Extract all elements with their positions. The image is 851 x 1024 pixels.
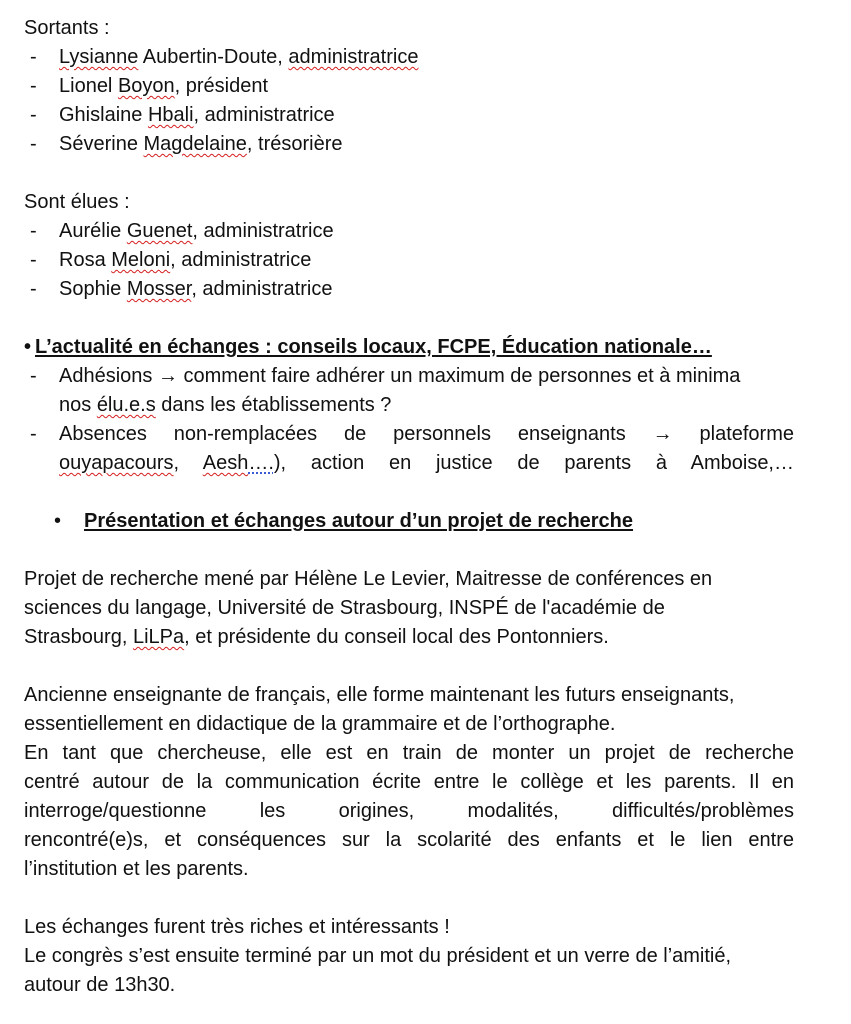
list-item-text: Absences non-remplacées de personnels enseignants → plateforme [59,423,794,445]
section-heading-actualite [24,333,794,362]
paragraph-line: centré autour de la communication écrite entre le collège et les parents. Il en [24,771,794,793]
spacer [24,478,794,507]
misspelled-word: Aesh [202,452,249,474]
list-item [24,420,794,478]
paragraph-line [24,623,794,652]
list-item [24,217,794,246]
section-heading-presentation [24,507,794,536]
list-item-text: , administratrice [193,104,335,126]
list-dash: - [30,46,37,68]
list-dash: - [30,423,37,445]
text-fragment: dans les établissements ? [155,394,392,416]
list-item-text: Ghislaine [59,104,148,126]
list-item-text: , président [174,75,269,97]
spacer [24,304,794,333]
list-item-text: Rosa [59,249,112,271]
misspelled-word: Guenet [126,220,193,242]
list-item-text: Lionel [59,75,118,97]
list-dash: - [30,220,37,242]
paragraph-line: essentiellement en didactique de la grammaire et de l’orthographe. [24,713,616,735]
paragraph-line: Ancienne enseignante de français, elle forme maintenant les futurs enseignants, [24,684,735,706]
list-item-text: , trésorière [246,133,343,155]
paragraph-line: Projet de recherche mené par Hélène Le Levier, Maitresse de conférences en [24,568,713,590]
list-item-text: Adhésions → comment faire adhérer un maximum de personnes et à minima [59,365,741,387]
list-item-text: , administratrice [192,220,334,242]
text-fragment: nos [59,394,97,416]
elues-title: Sont élues : [24,191,130,213]
list-item-text: Sophie [59,278,127,300]
list-item-text: Aurélie [59,220,127,242]
text-fragment: , [173,452,203,474]
list-dash: - [30,75,37,97]
misspelled-word: ouyapacours [59,452,174,474]
list-item [24,72,794,101]
spacer [24,884,794,913]
text-fragment: , et présidente du conseil local des Pontonniers. [184,626,609,648]
list-item [24,275,794,304]
paragraph-line: autour de 13h30. [24,974,176,996]
list-item [24,362,794,420]
paragraph-line: Les échanges furent très riches et intéressants ! [24,916,450,938]
list-item [24,246,794,275]
list-dash: - [30,104,37,126]
paragraph-line: interroge/questionne les origines, modalités, difficultés/problèmes [24,800,794,822]
paragraph-enseignante [24,681,794,739]
misspelled-word: Hbali [147,104,194,126]
paragraph-line: l’institution et les parents. [24,858,249,880]
bullet-icon: • [24,336,32,358]
misspelled-word: LiLPa [132,626,185,648]
misspelled-word: Boyon [117,75,175,97]
paragraph-chercheuse [24,739,794,884]
list-item-text: Aubertin-Doute, [138,46,289,68]
paragraph-echanges [24,913,794,1000]
misspelled-word: Magdelaine [143,133,247,155]
paragraph-line: sciences du langage, Université de Strasbourg, INSPÉ de l'académie de [24,597,665,619]
text-fragment: Strasbourg, [24,626,133,648]
spacer [24,652,794,681]
spacer [24,159,794,188]
misspelled-word: Lysianne [59,46,139,68]
document-page [24,14,794,1000]
list-dash: - [30,249,37,271]
misspelled-word: élu.e.s [96,394,156,416]
misspelled-word: Meloni [111,249,171,271]
misspelled-word: administratrice [288,46,419,68]
list-dash: - [30,365,37,387]
list-item-text: Séverine [59,133,144,155]
list-item-text: , administratrice [170,249,312,271]
section-heading-text: L’actualité en échanges : conseils locaux, FCPE, Éducation nationale… [35,336,712,358]
sortants-title: Sortants : [24,17,110,39]
list-item [24,43,794,72]
spacer [24,536,794,565]
list-dash: - [30,133,37,155]
list-item-text-cont [59,449,794,478]
text-fragment: ), action en justice de parents à Amboise,… [273,452,794,474]
list-dash: - [30,278,37,300]
paragraph-line: En tant que chercheuse, elle est en train de monter un projet de recherche [24,742,794,764]
list-item [24,130,794,159]
list-item-text: , administratrice [191,278,333,300]
list-item [24,101,794,130]
bullet-icon: • [54,510,62,532]
paragraph-projet [24,565,794,652]
grammar-mark: …. [248,452,274,474]
paragraph-line: Le congrès s’est ensuite terminé par un mot du président et un verre de l’amitié, [24,945,732,967]
list-item-text-cont [59,391,794,420]
section-heading-text: Présentation et échanges autour d’un projet de recherche [84,510,634,532]
misspelled-word: Mosser [126,278,192,300]
paragraph-line: rencontré(e)s, et conséquences sur la scolarité des enfants et le lien entre [24,829,794,851]
